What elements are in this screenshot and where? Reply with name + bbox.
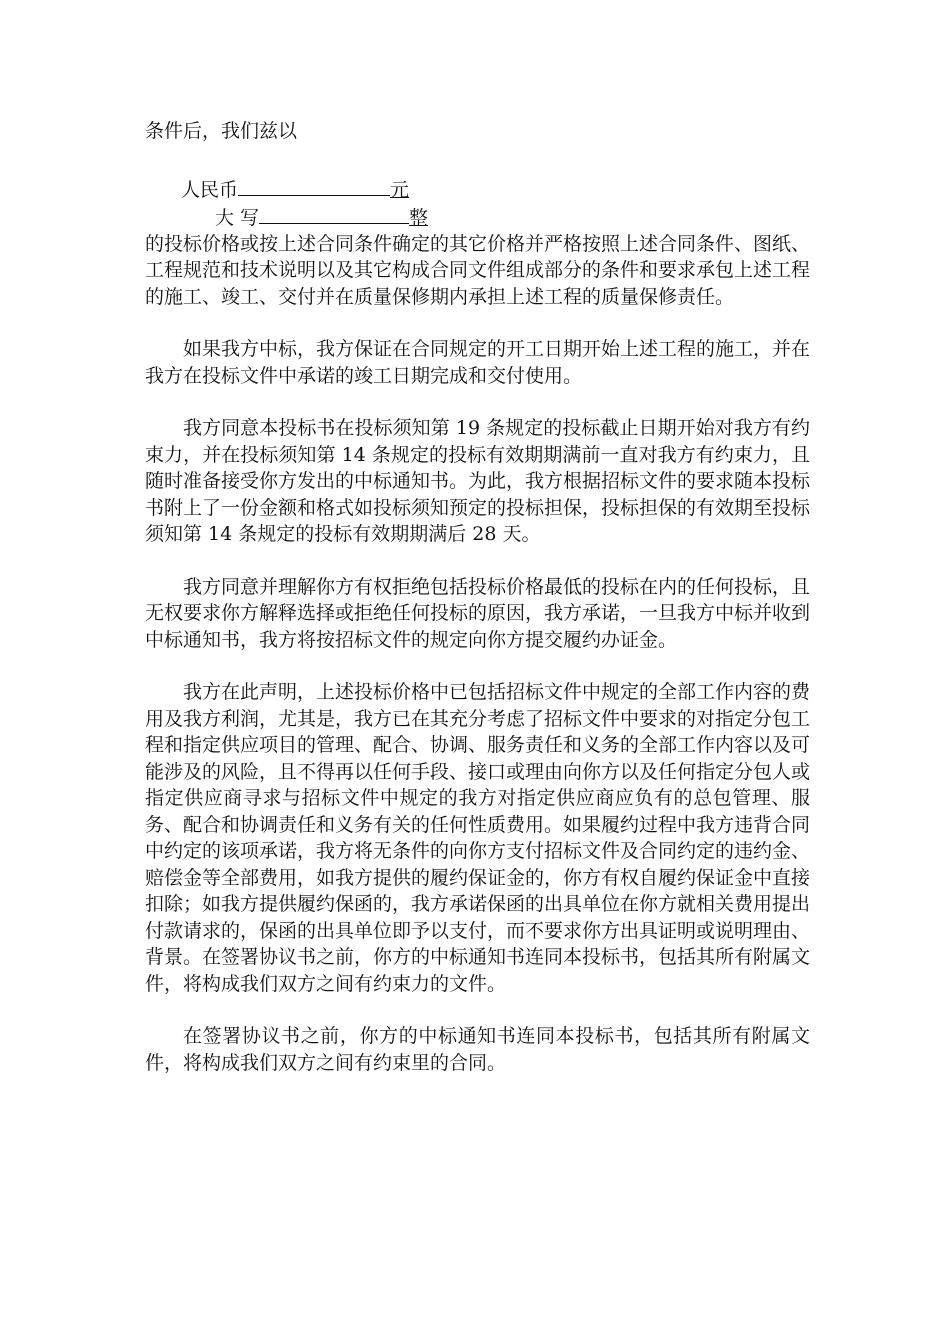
daxie-unit: 整 xyxy=(409,206,429,229)
document-page xyxy=(145,118,810,1076)
rmb-label: 人民币 xyxy=(181,178,239,201)
paragraph-commencement: 如果我方中标，我方保证在合同规定的开工日期开始上述工程的施工，并在我方在投标文件中承诺的竣工日期完成和交付使用。 xyxy=(145,338,811,387)
paragraph-contract-formation: 在签署协议书之前，你方的中标通知书连同本投标书，包括其所有附属文件，将构成我们双方之间有约束里的合同。 xyxy=(145,1025,810,1074)
daxie-amount-blank[interactable] xyxy=(259,203,409,224)
daxie-label: 大 写 xyxy=(215,206,260,229)
lead-line: 条件后，我们兹以 xyxy=(145,120,298,142)
paragraph-validity: 我方同意本投标书在投标须知第 19 条规定的投标截止日期开始对我方有约束力，并在投标须知第 14 条规定的投标有效期期满前一直对我方有约束力，且随时准备接受你方发出的中标通知书。为此，我方根据招标文件的要求随本投标书附上了一份金额和格式如投标须知预定的投标担保，投标担保的有效期至投标须知第 14 条规定的投标有效期期满后 28 天。 xyxy=(145,417,811,545)
paragraph-price-terms: 的投标价格或按上述合同条件确定的其它价格并严格按照上述合同条件、图纸、工程规范和技术说明以及其它构成合同文件组成部分的条件和要求承包上述工程的施工、竣工、交付并在质量保修期内承担上述工程的质量保修责任。 xyxy=(145,232,811,308)
paragraph-rejection-rights: 我方同意并理解你方有权拒绝包括投标价格最低的投标在内的任何投标，且无权要求你方解释选择或拒绝任何投标的原因，我方承诺，一旦我方中标并收到中标通知书，我方将按招标文件的规定向你方提交履约办证金。 xyxy=(145,575,811,651)
amount-block xyxy=(181,175,810,231)
rmb-amount-blank[interactable] xyxy=(238,175,390,196)
rmb-unit: 元 xyxy=(390,178,410,201)
paragraph-declaration: 我方在此声明，上述投标价格中已包括招标文件中规定的全部工作内容的费用及我方利润，尤其是，我方已在其充分考虑了招标文件中要求的对指定分包工程和指定供应项目的管理、配合、协调、服务责任和义务的全部工作内容以及可能涉及的风险，且不得再以任何手段、接口或理由向你方以及任何指定分包人或指定供应商寻求与招标文件中规定的我方对指定供应商应负有的总包管理、服务、配合和协调责任和义务有关的任何性质费用。如果履约过程中我方违背合同中约定的该项承诺，我方将无条件的向你方支付招标文件及合同约定的违约金、赔偿金等全部费用，如我方提供的履约保证金的，你方有权自履约保证金中直接扣除；如我方提供履约保函的，我方承诺保函的出具单位在你方就相关费用提出付款请求的，保函的出具单位即予以支付，而不要求你方出具证明或说明理由、背景。在签署协议书之前，你方的中标通知书连同本投标书，包括其所有附属文件，将构成我们双方之间有约束力的文件。 xyxy=(145,681,811,995)
rmb-amount-row xyxy=(181,175,810,203)
daxie-amount-row xyxy=(181,203,810,231)
